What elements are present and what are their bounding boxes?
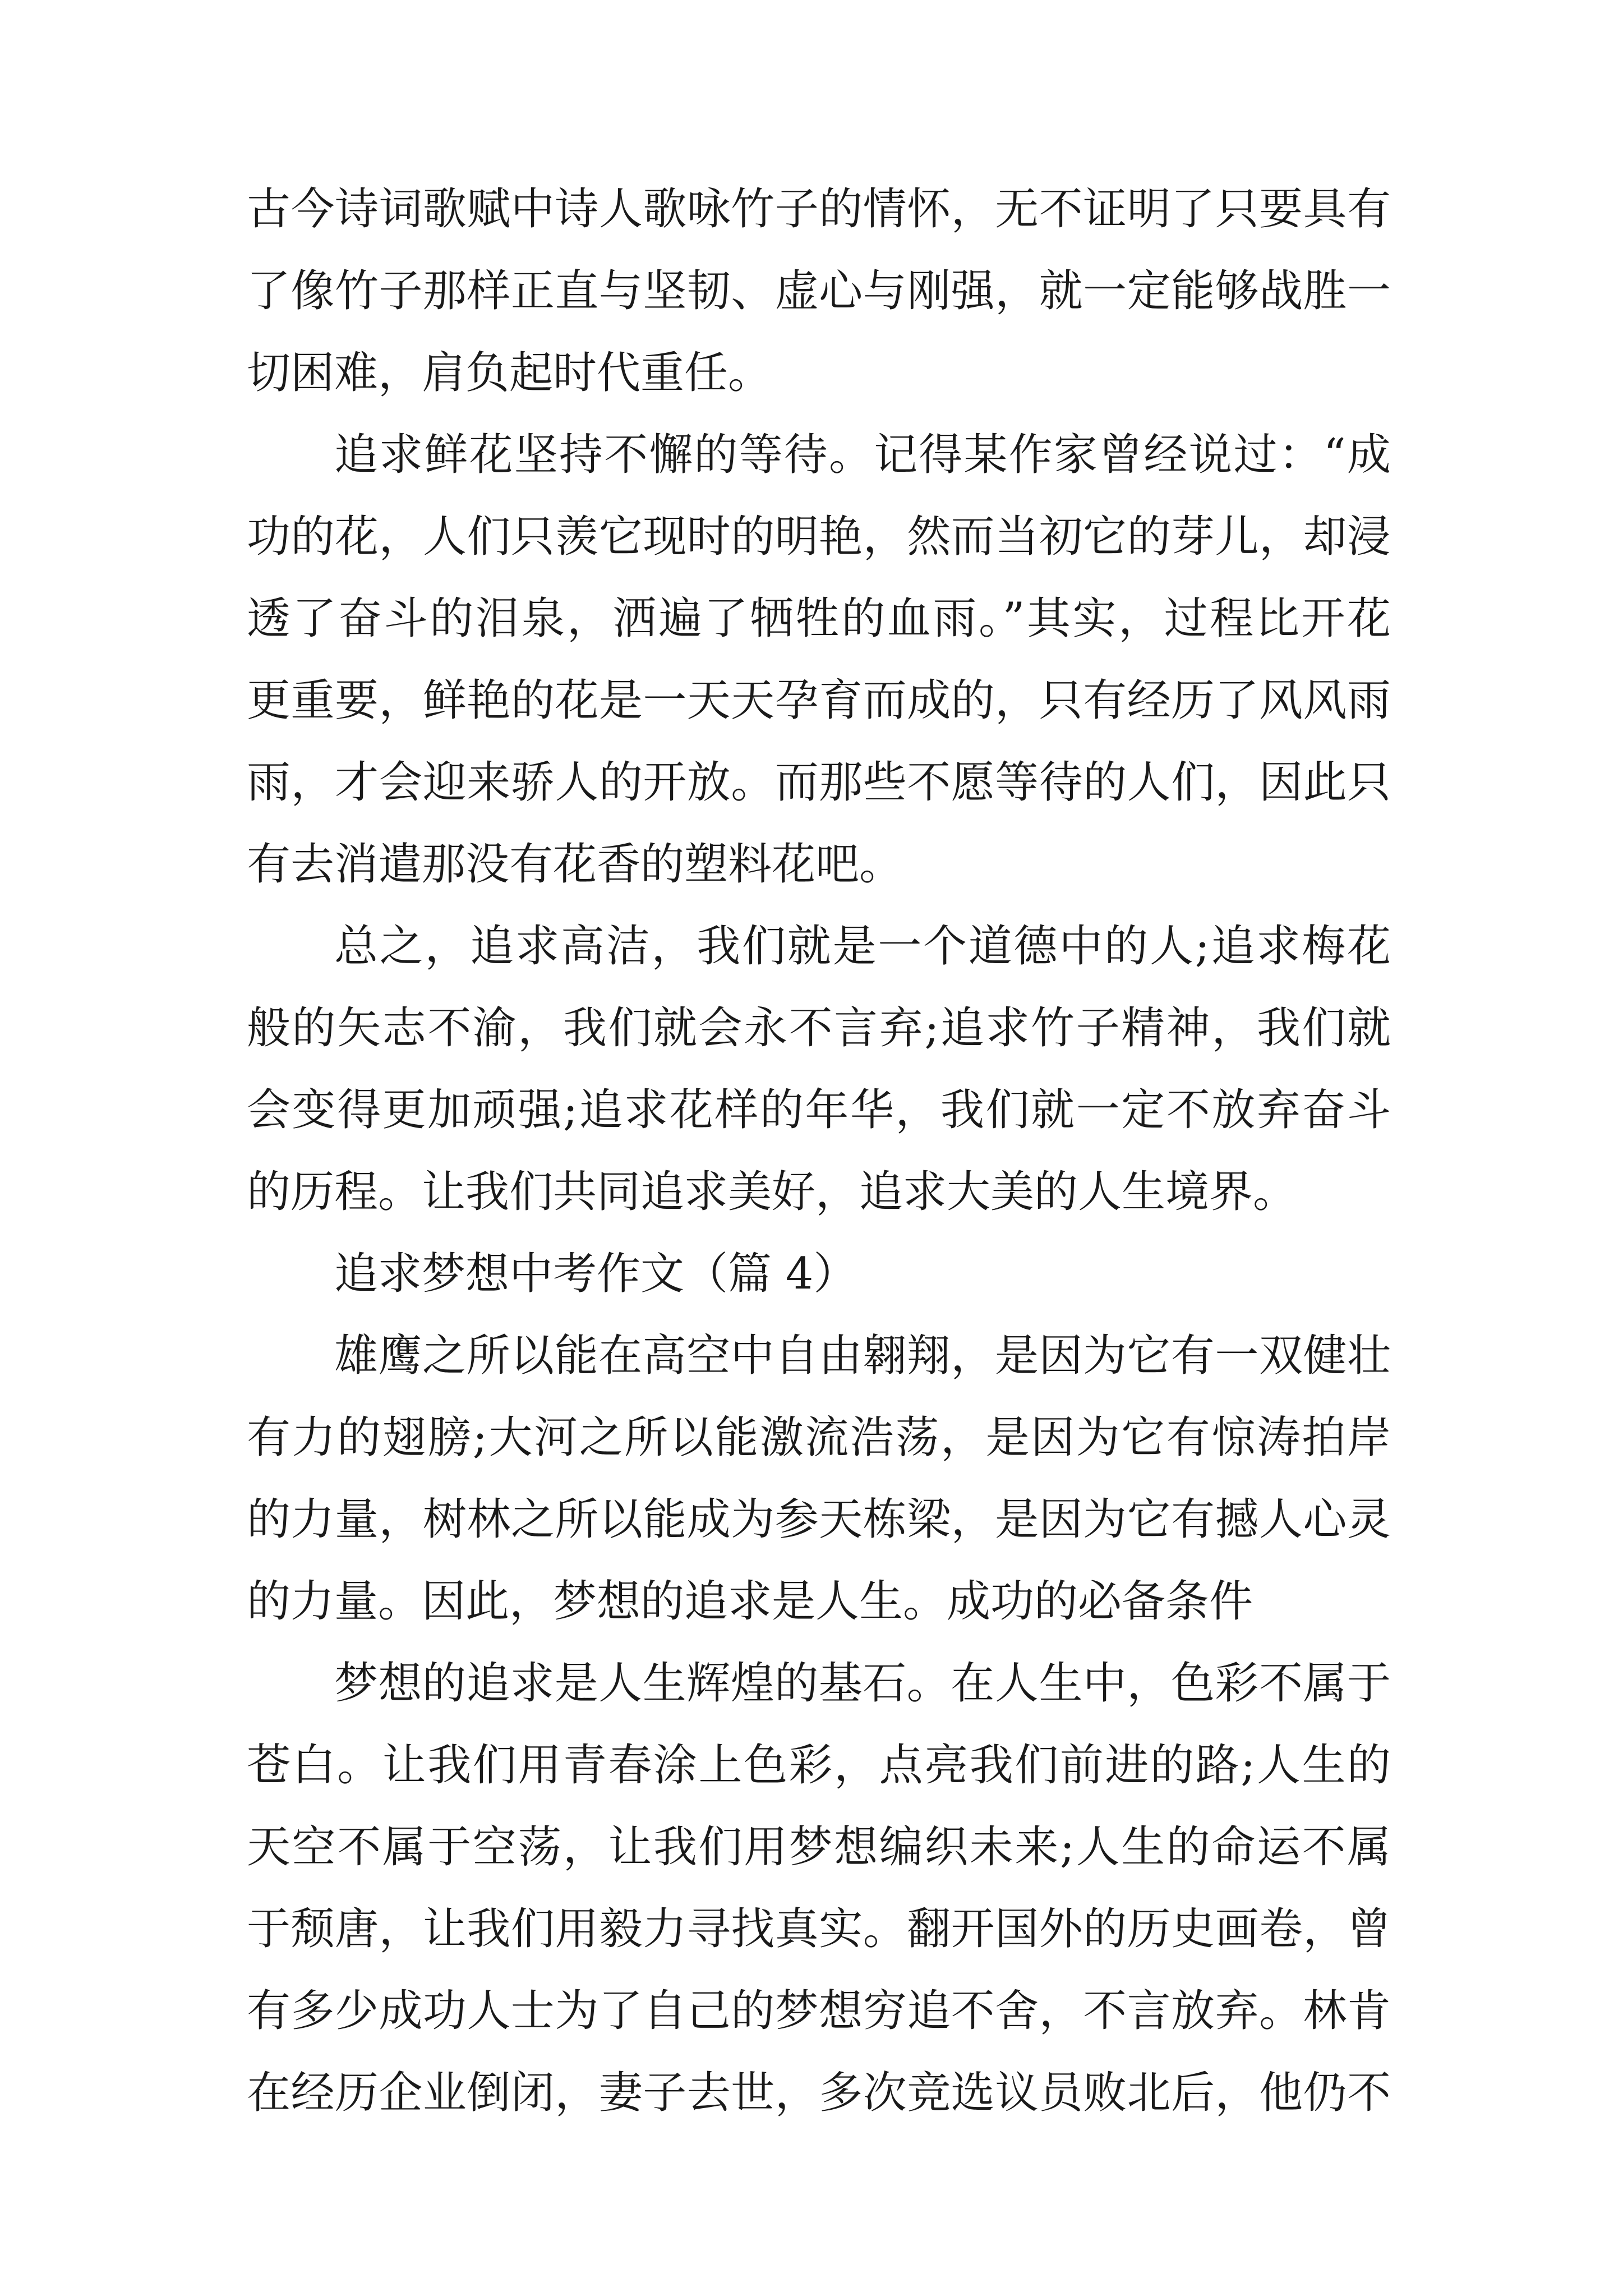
text-line: 透了奋斗的泪泉，洒遍了牺牲的血雨。”其实，过程比开花 bbox=[247, 593, 1391, 644]
text-line: 于颓唐，让我们用毅力寻找真实。翻开国外的历史画卷，曾 bbox=[247, 1904, 1391, 1954]
text-line: 雄鹰之所以能在高空中自由翱翔，是因为它有一双健壮 bbox=[334, 1331, 1391, 1381]
text-line: 的历程。让我们共同追求美好，追求大美的人生境界。 bbox=[247, 1167, 1297, 1217]
paragraph-eagle bbox=[247, 1315, 1391, 1642]
paragraph-dream-cornerstone bbox=[247, 1642, 1391, 2134]
text-line: 的力量。因此，梦想的追求是人生。成功的必备条件 bbox=[247, 1576, 1253, 1627]
text-line: 追求鲜花坚持不懈的等待。记得某作家曾经说过：“成 bbox=[334, 430, 1391, 480]
text-line: 雨，才会迎来骄人的开放。而那些不愿等待的人们，因此只 bbox=[247, 757, 1391, 808]
text-line: 梦想的追求是人生辉煌的基石。在人生中，色彩不属于 bbox=[334, 1658, 1391, 1709]
essay-title: 追求梦想中考作文（篇 4） bbox=[334, 1249, 857, 1299]
paragraph-flowers bbox=[247, 414, 1391, 905]
text-line: 会变得更加顽强;追求花样的年华，我们就一定不放弃奋斗 bbox=[247, 1085, 1391, 1135]
text-line: 总之，追求高洁，我们就是一个道德中的人;追求梅花 bbox=[334, 921, 1391, 972]
text-line: 切困难，肩负起时代重任。 bbox=[247, 348, 772, 398]
text-line: 的力量，树林之所以能成为参天栋梁，是因为它有撼人心灵 bbox=[247, 1494, 1391, 1545]
article-body bbox=[247, 168, 1391, 2134]
text-line: 在经历企业倒闭，妻子去世，多次竞选议员败北后，他仍不 bbox=[247, 2068, 1391, 2118]
text-line: 般的矢志不渝，我们就会永不言弃;追求竹子精神，我们就 bbox=[247, 1003, 1391, 1053]
text-line: 古今诗词歌赋中诗人歌咏竹子的情怀，无不证明了只要具有 bbox=[247, 184, 1391, 234]
text-line: 有力的翅膀;大河之所以能激流浩荡，是因为它有惊涛拍岸 bbox=[247, 1412, 1391, 1463]
text-line: 有去消遣那没有花香的塑料花吧。 bbox=[247, 839, 903, 890]
text-line: 有多少成功人士为了自己的梦想穷追不舍，不言放弃。林肯 bbox=[247, 1986, 1391, 2036]
text-line: 苍白。让我们用青春涂上色彩，点亮我们前进的路;人生的 bbox=[247, 1740, 1391, 1791]
text-line: 了像竹子那样正直与坚韧、虚心与刚强，就一定能够战胜一 bbox=[247, 266, 1391, 316]
paragraph-bamboo-conclusion bbox=[247, 168, 1391, 414]
text-line: 天空不属于空荡，让我们用梦想编织未来;人生的命运不属 bbox=[247, 1822, 1391, 1872]
section-heading bbox=[247, 1233, 1391, 1315]
text-line: 更重要，鲜艳的花是一天天孕育而成的，只有经历了风风雨 bbox=[247, 675, 1391, 726]
paragraph-summary bbox=[247, 905, 1391, 1233]
text-line: 功的花，人们只羡它现时的明艳，然而当初它的芽儿，却浸 bbox=[247, 512, 1391, 562]
